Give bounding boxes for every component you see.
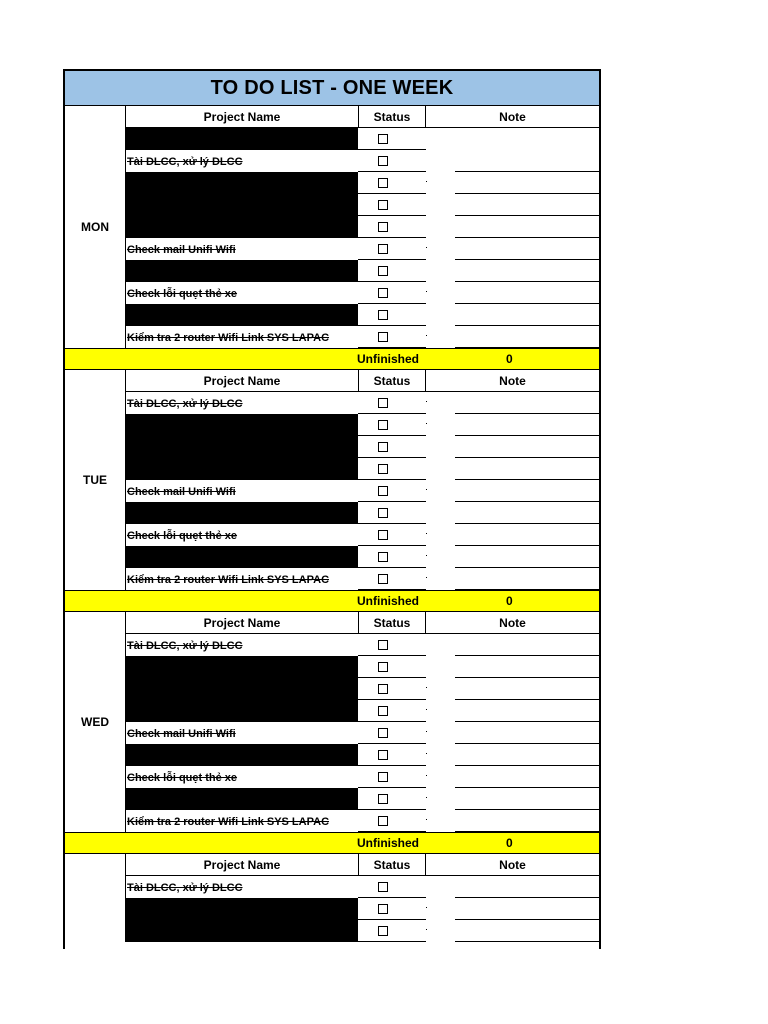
task-name: Check mail Unifi Wifi	[127, 244, 236, 256]
task-row	[126, 744, 599, 766]
status-header: Status	[358, 370, 426, 391]
redacted-task	[126, 788, 358, 810]
task-row	[126, 876, 599, 898]
status-checkbox[interactable]	[378, 178, 388, 188]
task-row	[126, 810, 599, 832]
status-checkbox[interactable]	[378, 706, 388, 716]
task-name: Check mail Unifi Wifi	[127, 486, 236, 498]
redacted-task	[126, 700, 358, 722]
header-row	[126, 612, 599, 634]
task-name: Check lỗi quẹt thẻ xe	[127, 772, 238, 784]
note-field[interactable]	[455, 831, 599, 832]
status-checkbox[interactable]	[378, 288, 388, 298]
unfinished-count: 0	[506, 594, 513, 608]
redacted-task	[126, 678, 358, 700]
task-row	[126, 326, 599, 348]
task-row	[126, 634, 599, 656]
redacted-task	[126, 260, 358, 282]
status-checkbox[interactable]	[378, 134, 388, 144]
redacted-task	[126, 172, 358, 194]
status-checkbox[interactable]	[378, 882, 388, 892]
task-row	[126, 788, 599, 810]
task-name: Tài DLCC, xử lý DLCC	[127, 640, 243, 652]
status-checkbox[interactable]	[378, 420, 388, 430]
task-row	[126, 172, 599, 194]
day-block-mon	[65, 106, 599, 348]
status-checkbox[interactable]	[378, 772, 388, 782]
task-row	[126, 128, 599, 150]
day-block-tue	[65, 370, 599, 590]
unfinished-count: 0	[506, 352, 513, 366]
status-checkbox[interactable]	[378, 200, 388, 210]
task-row	[126, 194, 599, 216]
task-row	[126, 436, 599, 458]
unfinished-label: Unfinished	[357, 594, 419, 608]
project-name-header: Project Name	[203, 857, 281, 872]
status-header: Status	[358, 854, 426, 875]
task-row	[126, 700, 599, 722]
status-checkbox[interactable]	[378, 750, 388, 760]
redacted-task	[126, 744, 358, 766]
status-checkbox[interactable]	[378, 640, 388, 650]
note-field[interactable]	[455, 589, 599, 590]
status-checkbox[interactable]	[378, 508, 388, 518]
redacted-task	[126, 458, 358, 480]
note-header: Note	[499, 373, 526, 388]
day-label: WED	[65, 612, 126, 832]
task-name: Tài DLCC, xử lý DLCC	[127, 882, 243, 894]
task-row	[126, 920, 599, 942]
status-checkbox[interactable]	[378, 926, 388, 936]
status-checkbox[interactable]	[378, 244, 388, 254]
project-name-header: Project Name	[203, 373, 281, 388]
task-name: Kiểm tra 2 router Wifi Link SYS LAPAC	[127, 332, 330, 344]
redacted-task	[126, 414, 358, 436]
task-name: Check lỗi quẹt thẻ xe	[127, 530, 238, 542]
status-checkbox[interactable]	[378, 486, 388, 496]
note-field[interactable]	[455, 941, 599, 942]
redacted-task	[126, 128, 358, 150]
status-checkbox[interactable]	[378, 728, 388, 738]
task-row	[126, 480, 599, 502]
status-checkbox[interactable]	[378, 574, 388, 584]
project-name-header: Project Name	[203, 615, 281, 630]
task-row	[126, 766, 599, 788]
redacted-task	[126, 304, 358, 326]
redacted-task	[126, 898, 358, 920]
status-checkbox[interactable]	[378, 552, 388, 562]
status-header: Status	[358, 106, 426, 127]
task-row	[126, 458, 599, 480]
task-row	[126, 282, 599, 304]
unfinished-summary	[65, 590, 599, 612]
redacted-task	[126, 546, 358, 568]
project-name-header: Project Name	[203, 109, 281, 124]
day-block-next	[65, 854, 599, 942]
status-checkbox[interactable]	[378, 442, 388, 452]
note-header: Note	[499, 109, 526, 124]
task-row	[126, 546, 599, 568]
status-checkbox[interactable]	[378, 530, 388, 540]
task-row	[126, 722, 599, 744]
status-checkbox[interactable]	[378, 662, 388, 672]
task-row	[126, 150, 599, 172]
task-row	[126, 898, 599, 920]
redacted-task	[126, 656, 358, 678]
status-checkbox[interactable]	[378, 222, 388, 232]
task-name: Kiểm tra 2 router Wifi Link SYS LAPAC	[127, 574, 330, 586]
task-row	[126, 568, 599, 590]
task-row	[126, 392, 599, 414]
note-header: Note	[499, 857, 526, 872]
status-checkbox[interactable]	[378, 156, 388, 166]
unfinished-summary	[65, 832, 599, 854]
status-checkbox[interactable]	[378, 332, 388, 342]
status-header: Status	[358, 612, 426, 633]
note-field[interactable]	[455, 347, 599, 348]
task-name: Check mail Unifi Wifi	[127, 728, 236, 740]
redacted-task	[126, 194, 358, 216]
unfinished-label: Unfinished	[357, 352, 419, 366]
task-row	[126, 678, 599, 700]
task-row	[126, 216, 599, 238]
redacted-task	[126, 920, 358, 942]
unfinished-count: 0	[506, 836, 513, 850]
day-label: MON	[65, 106, 126, 348]
task-row	[126, 238, 599, 260]
status-checkbox[interactable]	[378, 464, 388, 474]
status-checkbox[interactable]	[378, 816, 388, 826]
day-block-wed	[65, 612, 599, 832]
task-row	[126, 260, 599, 282]
day-label: TUE	[65, 370, 126, 590]
unfinished-summary	[65, 348, 599, 370]
sheet-title: TO DO LIST - ONE WEEK	[65, 71, 599, 106]
status-checkbox[interactable]	[378, 794, 388, 804]
day-label	[65, 854, 126, 942]
status-checkbox[interactable]	[378, 904, 388, 914]
header-row	[126, 854, 599, 876]
task-row	[126, 304, 599, 326]
unfinished-label: Unfinished	[357, 836, 419, 850]
task-row	[126, 524, 599, 546]
task-row	[126, 502, 599, 524]
task-name: Tài DLCC, xử lý DLCC	[127, 156, 243, 168]
task-row	[126, 414, 599, 436]
redacted-task	[126, 216, 358, 238]
redacted-task	[126, 436, 358, 458]
status-checkbox[interactable]	[378, 398, 388, 408]
status-checkbox[interactable]	[378, 266, 388, 276]
task-name: Check lỗi quẹt thẻ xe	[127, 288, 238, 300]
header-row	[126, 370, 599, 392]
todo-sheet	[63, 69, 601, 949]
task-row	[126, 656, 599, 678]
redacted-task	[126, 502, 358, 524]
task-name: Kiểm tra 2 router Wifi Link SYS LAPAC	[127, 816, 330, 828]
task-name: Tài DLCC, xử lý DLCC	[127, 398, 243, 410]
status-checkbox[interactable]	[378, 684, 388, 694]
header-row	[126, 106, 599, 128]
status-checkbox[interactable]	[378, 310, 388, 320]
note-header: Note	[499, 615, 526, 630]
